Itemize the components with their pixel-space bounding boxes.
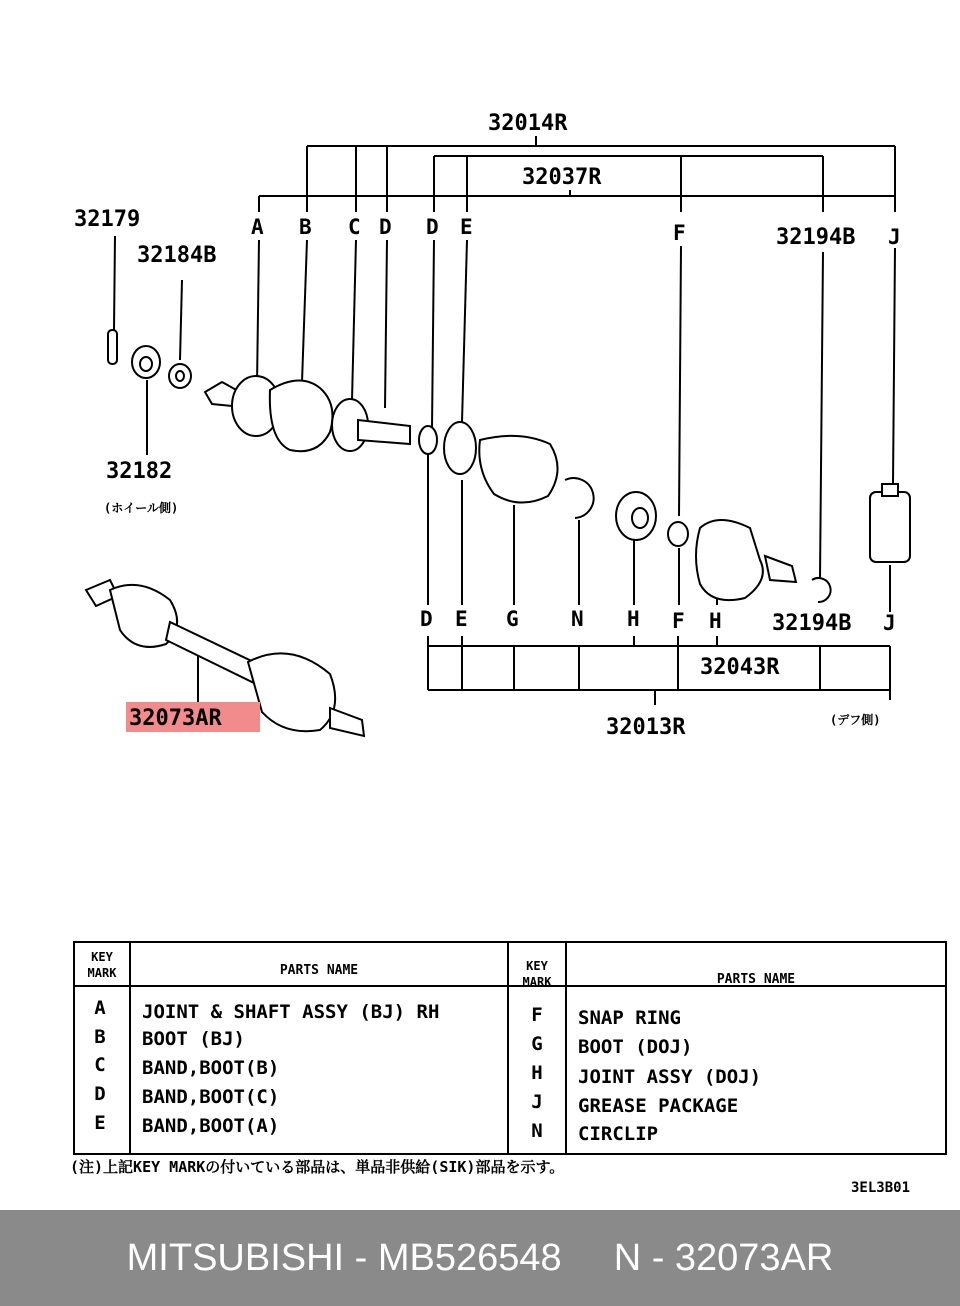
table-header-parts-name: PARTS NAME [279, 963, 359, 978]
label-wheel-side: (ホイール側) [104, 501, 179, 515]
key-letter-top: D [426, 215, 439, 239]
key-letter-top: J [888, 225, 901, 249]
label-32194B-bottom: 32194B [772, 611, 852, 636]
key-letter-bottom: H [709, 609, 722, 633]
key-letter-bottom: H [627, 607, 640, 631]
table-row-key: F [531, 1004, 543, 1026]
table-row-name: BOOT (BJ) [142, 1028, 245, 1050]
table-header-key: KEY [91, 950, 113, 964]
label-32179: 32179 [74, 207, 141, 232]
label-32194B-top: 32194B [776, 225, 856, 250]
key-letter-bottom: J [883, 611, 896, 635]
footer-ref: N - 32073AR [613, 1236, 834, 1279]
table-row-key: B [94, 1026, 106, 1048]
key-letter-top: C [348, 215, 361, 239]
table-row-key: J [531, 1091, 543, 1113]
key-letter-top: A [251, 215, 264, 239]
footer-brand-part: MITSUBISHI - MB526548 [126, 1236, 562, 1279]
key-letter-top: D [379, 215, 392, 239]
label-32014R: 32014R [488, 111, 568, 136]
table-row-key: G [531, 1033, 543, 1055]
table-note: (注)上記KEY MARKの付いている部品は、単品非供給(SIK)部品を示す。 [70, 1158, 565, 1176]
table-row-key: H [531, 1062, 543, 1084]
footer-bar [0, 1210, 960, 1306]
label-32184B: 32184B [137, 243, 217, 268]
label-diff-side: (デフ側) [830, 713, 881, 727]
label-32013R: 32013R [606, 715, 686, 740]
key-letter-bottom: G [506, 607, 519, 631]
key-letter-top: E [460, 215, 473, 239]
label-32073AR: 32073AR [129, 706, 222, 731]
table-row-key: N [531, 1120, 543, 1142]
table-row-name: SNAP RING [578, 1007, 681, 1029]
table-row-name: JOINT ASSY (DOJ) [578, 1066, 762, 1088]
table-row-name: BAND,BOOT(B) [142, 1057, 280, 1079]
table-row-name: BOOT (DOJ) [578, 1036, 693, 1058]
table-row-key: E [94, 1112, 106, 1134]
table-row-name: BAND,BOOT(C) [142, 1086, 280, 1108]
key-letter-bottom: N [571, 607, 584, 631]
table-row-name: GREASE PACKAGE [578, 1095, 739, 1117]
label-32037R: 32037R [522, 165, 602, 190]
key-letter-bottom: D [420, 607, 433, 631]
table-header-mark: MARK [522, 975, 552, 989]
table-row-key: C [94, 1054, 106, 1076]
key-letter-top: B [299, 215, 312, 239]
table-header-key: KEY [526, 959, 548, 973]
diagram-code: 3EL3B01 [851, 1180, 911, 1196]
key-letter-top: F [673, 221, 686, 245]
key-letter-bottom: F [672, 609, 685, 633]
table-row-name: CIRCLIP [578, 1123, 659, 1145]
table-header-mark: MARK [87, 966, 117, 980]
parts-table [74, 942, 946, 1154]
table-row-name: JOINT & SHAFT ASSY (BJ) RH [142, 1001, 440, 1023]
table-header-parts-name: PARTS NAME [716, 972, 796, 987]
table-row-key: A [94, 997, 106, 1019]
table-row-name: BAND,BOOT(A) [142, 1115, 280, 1137]
label-32043R: 32043R [700, 655, 780, 680]
label-32182: 32182 [106, 459, 173, 484]
key-letter-bottom: E [455, 607, 468, 631]
table-row-key: D [94, 1083, 106, 1105]
